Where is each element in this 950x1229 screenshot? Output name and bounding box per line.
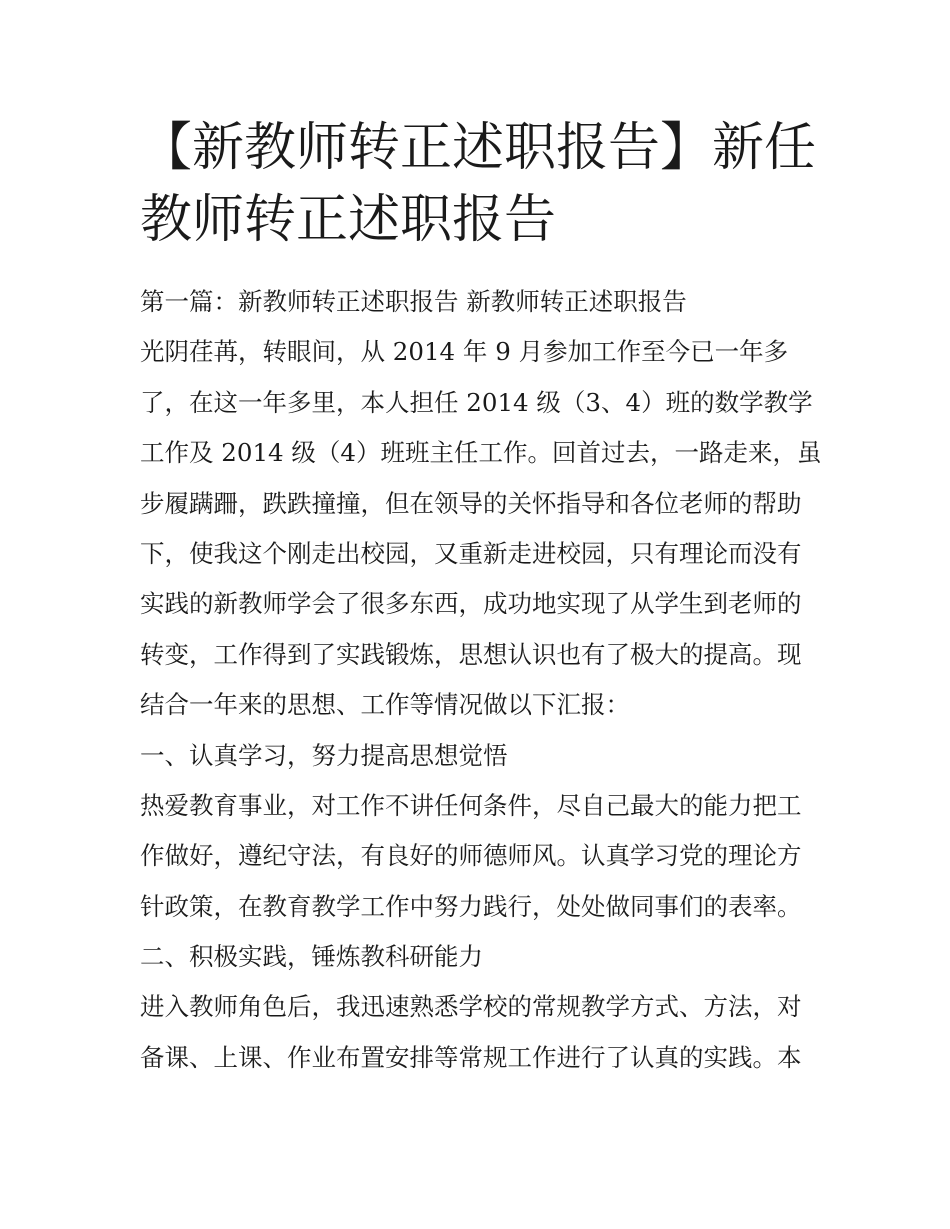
section-heading-part-one: 第一篇：新教师转正述职报告 新教师转正述职报告 [140,287,687,316]
paragraph-line: 光阴荏苒，转眼间，从 2014 年 9 月参加工作至今已一年多 [140,337,789,367]
document-body [140,282,820,1088]
paragraph-line: 实践的新教师学会了很多东西，成功地实现了从学生到老师的 [140,589,802,619]
paragraph-line: 了，在这一年多里，本人担任 2014 级（3、4）班的数学教学 [140,387,813,417]
paragraph-line: 转变，工作得到了实践锻炼，思想认识也有了极大的提高。现 [140,639,802,669]
title-line-1: 【新教师转正述职报告】新任 [140,118,817,178]
paragraph-line: 作做好，遵纪守法，有良好的师德师风。认真学习党的理论方 [140,841,802,871]
paragraph-line: 结合一年来的思想、工作等情况做以下汇报： [140,690,630,720]
paragraph-line: 针政策，在教育教学工作中努力践行，处处做同事们的表率。 [140,891,802,921]
section-heading-2: 二、积极实践，锤炼教科研能力 [140,942,483,972]
title-line-2: 教师转正述职报告 [140,190,557,250]
section-heading-1: 一、认真学习，努力提高思想觉悟 [140,740,508,770]
paragraph-line: 步履蹒跚，跌跌撞撞，但在领导的关怀指导和各位老师的帮助 [140,488,802,518]
paragraph-line: 热爱教育事业，对工作不讲任何条件，尽自己最大的能力把工 [140,790,802,820]
paragraph-line: 工作及 2014 级（4）班班主任工作。回首过去，一路走来，虽 [140,438,822,468]
document-title [140,112,840,256]
paragraph-line: 下，使我这个刚走出校园，又重新走进校园，只有理论而没有 [140,538,802,568]
paragraph-line: 备课、上课、作业布置安排等常规工作进行了认真的实践。本 [140,1042,802,1072]
paragraph-line: 进入教师角色后，我迅速熟悉学校的常规教学方式、方法，对 [140,992,802,1022]
